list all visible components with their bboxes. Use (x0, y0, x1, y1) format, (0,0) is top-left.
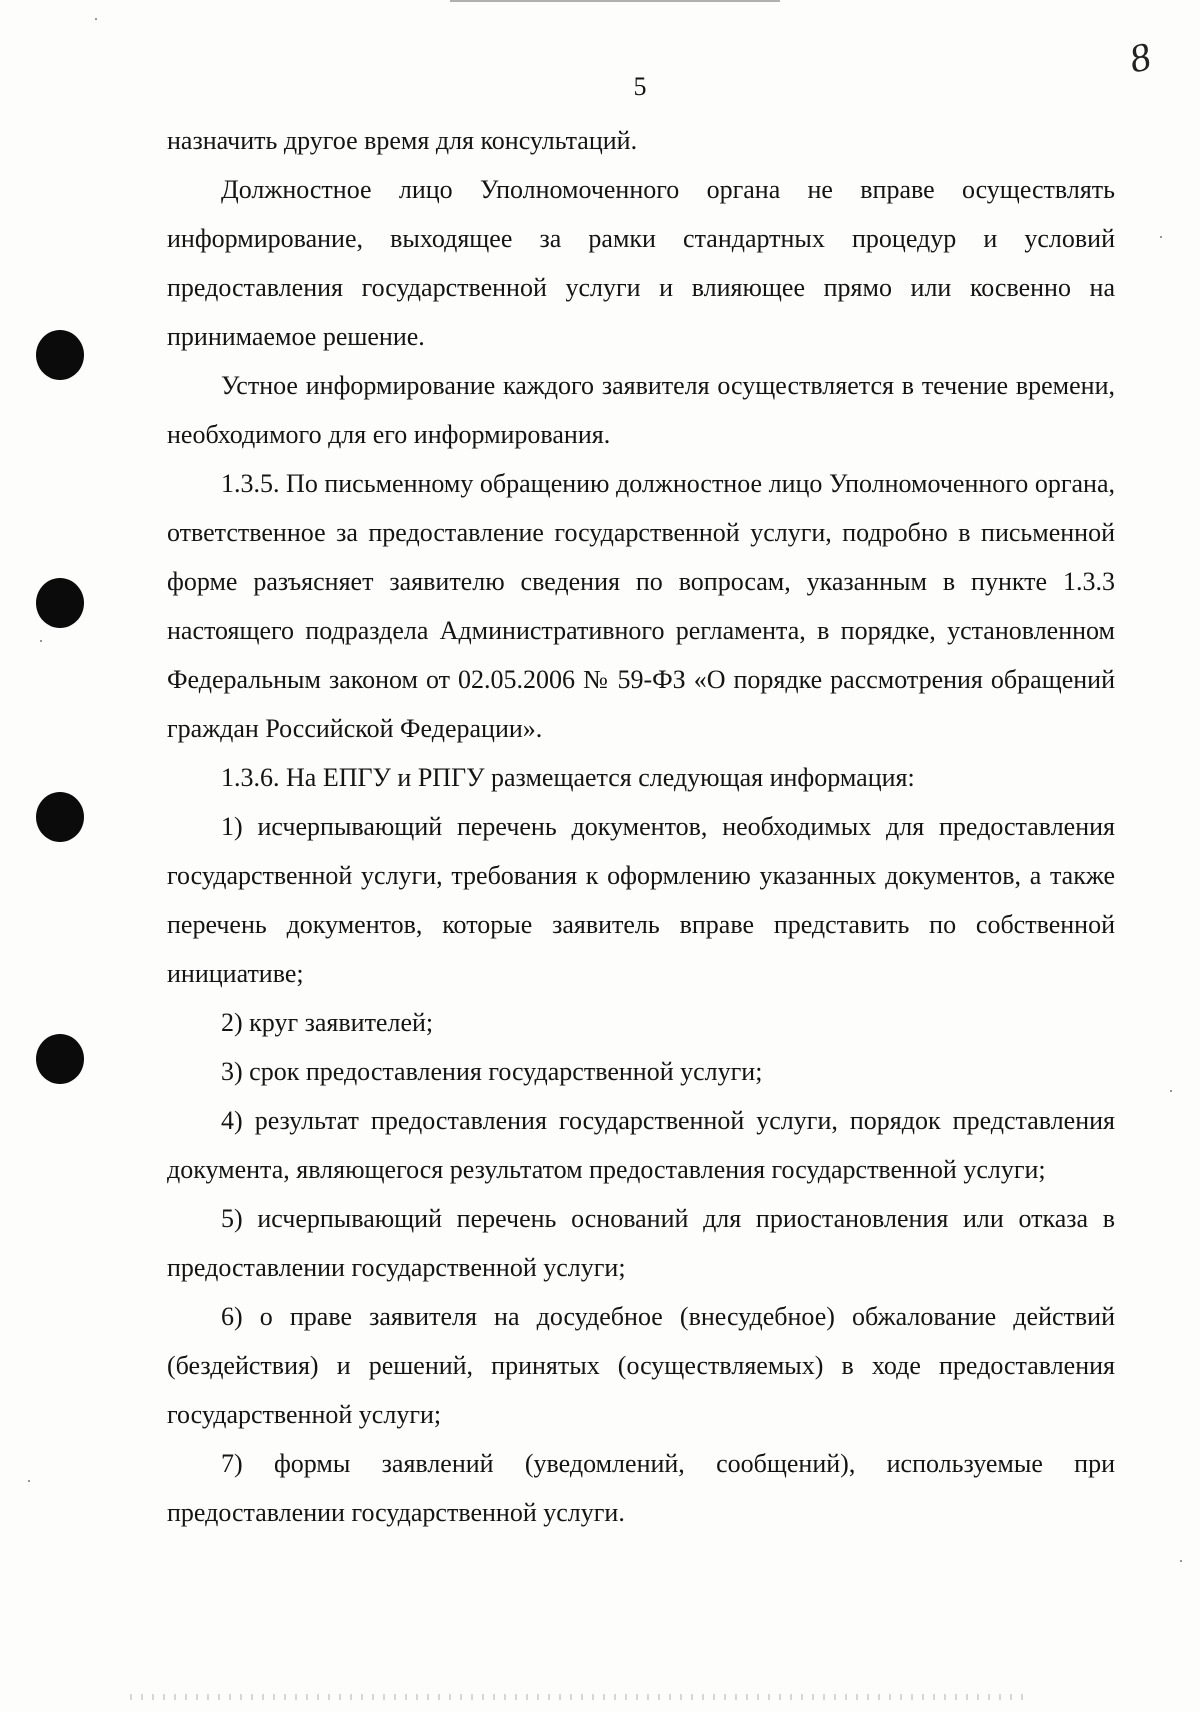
scan-speck (28, 1480, 30, 1482)
scan-speck (95, 18, 97, 20)
paragraph: назначить другое время для консультаций. (167, 126, 638, 155)
page-number: 5 (633, 72, 647, 101)
list-item: 6) о праве заявителя на досудебное (внесудебное) обжалование действий (бездействия) и решений, принятых (осуществляемых) в ходе предоставления государственной услуги; (167, 1302, 1115, 1429)
scan-speck (40, 640, 42, 642)
punch-hole (36, 330, 84, 380)
scan-noise (130, 1694, 1030, 1700)
list-item: 4) результат предоставления государственной услуги, порядок представления документа, являющегося результатом предоставления государственной услуги; (167, 1106, 1115, 1184)
paragraph: Устное информирование каждого заявителя осуществляется в течение времени, необходимого для его информирования. (167, 371, 1115, 449)
list-item: 2) круг заявителей; (221, 1008, 434, 1037)
punch-hole (36, 792, 84, 842)
scan-speck (1180, 1560, 1182, 1562)
scan-edge-line (450, 0, 780, 2)
paragraph: Должностное лицо Уполномоченного органа не вправе осуществлять информирование, выходящее за рамки стандартных процедур и условий предоставления государственной услуги и влияющее прямо или косвенно на принимаемое решение. (167, 175, 1115, 351)
list-item: 3) срок предоставления государственной услуги; (221, 1057, 763, 1086)
scan-speck (1170, 1090, 1172, 1092)
punch-hole (36, 578, 84, 628)
paragraph: 1.3.6. На ЕПГУ и РПГУ размещается следующая информация: (221, 763, 915, 792)
list-item: 5) исчерпывающий перечень оснований для приостановления или отказа в предоставлении государственной услуги; (167, 1204, 1115, 1282)
paragraph: 1.3.5. По письменному обращению должностное лицо Уполномоченного органа, ответственное за предоставление государственной услуги, подробно в письменной форме разъясняет заявителю сведения по вопросам, указанным в пункте 1.3.3 настоящего подраздела Административного регламента, в порядке, установленном Федеральным законом от 02.05.2006 № 59-ФЗ «О порядке рассмотрения обращений граждан Российской Федерации». (167, 469, 1115, 743)
punch-hole (36, 1034, 84, 1084)
handwritten-page-mark: 8 (1125, 33, 1155, 82)
scan-speck (1160, 236, 1162, 238)
list-item: 1) исчерпывающий перечень документов, необходимых для предоставления государственной услуги, требования к оформлению указанных документов, а также перечень документов, которые заявитель вправе представить по собственной инициативе; (167, 812, 1115, 988)
list-item: 7) формы заявлений (уведомлений, сообщений), используемые при предоставлении государственной услуги. (167, 1449, 1115, 1527)
document-body (167, 116, 1115, 1537)
